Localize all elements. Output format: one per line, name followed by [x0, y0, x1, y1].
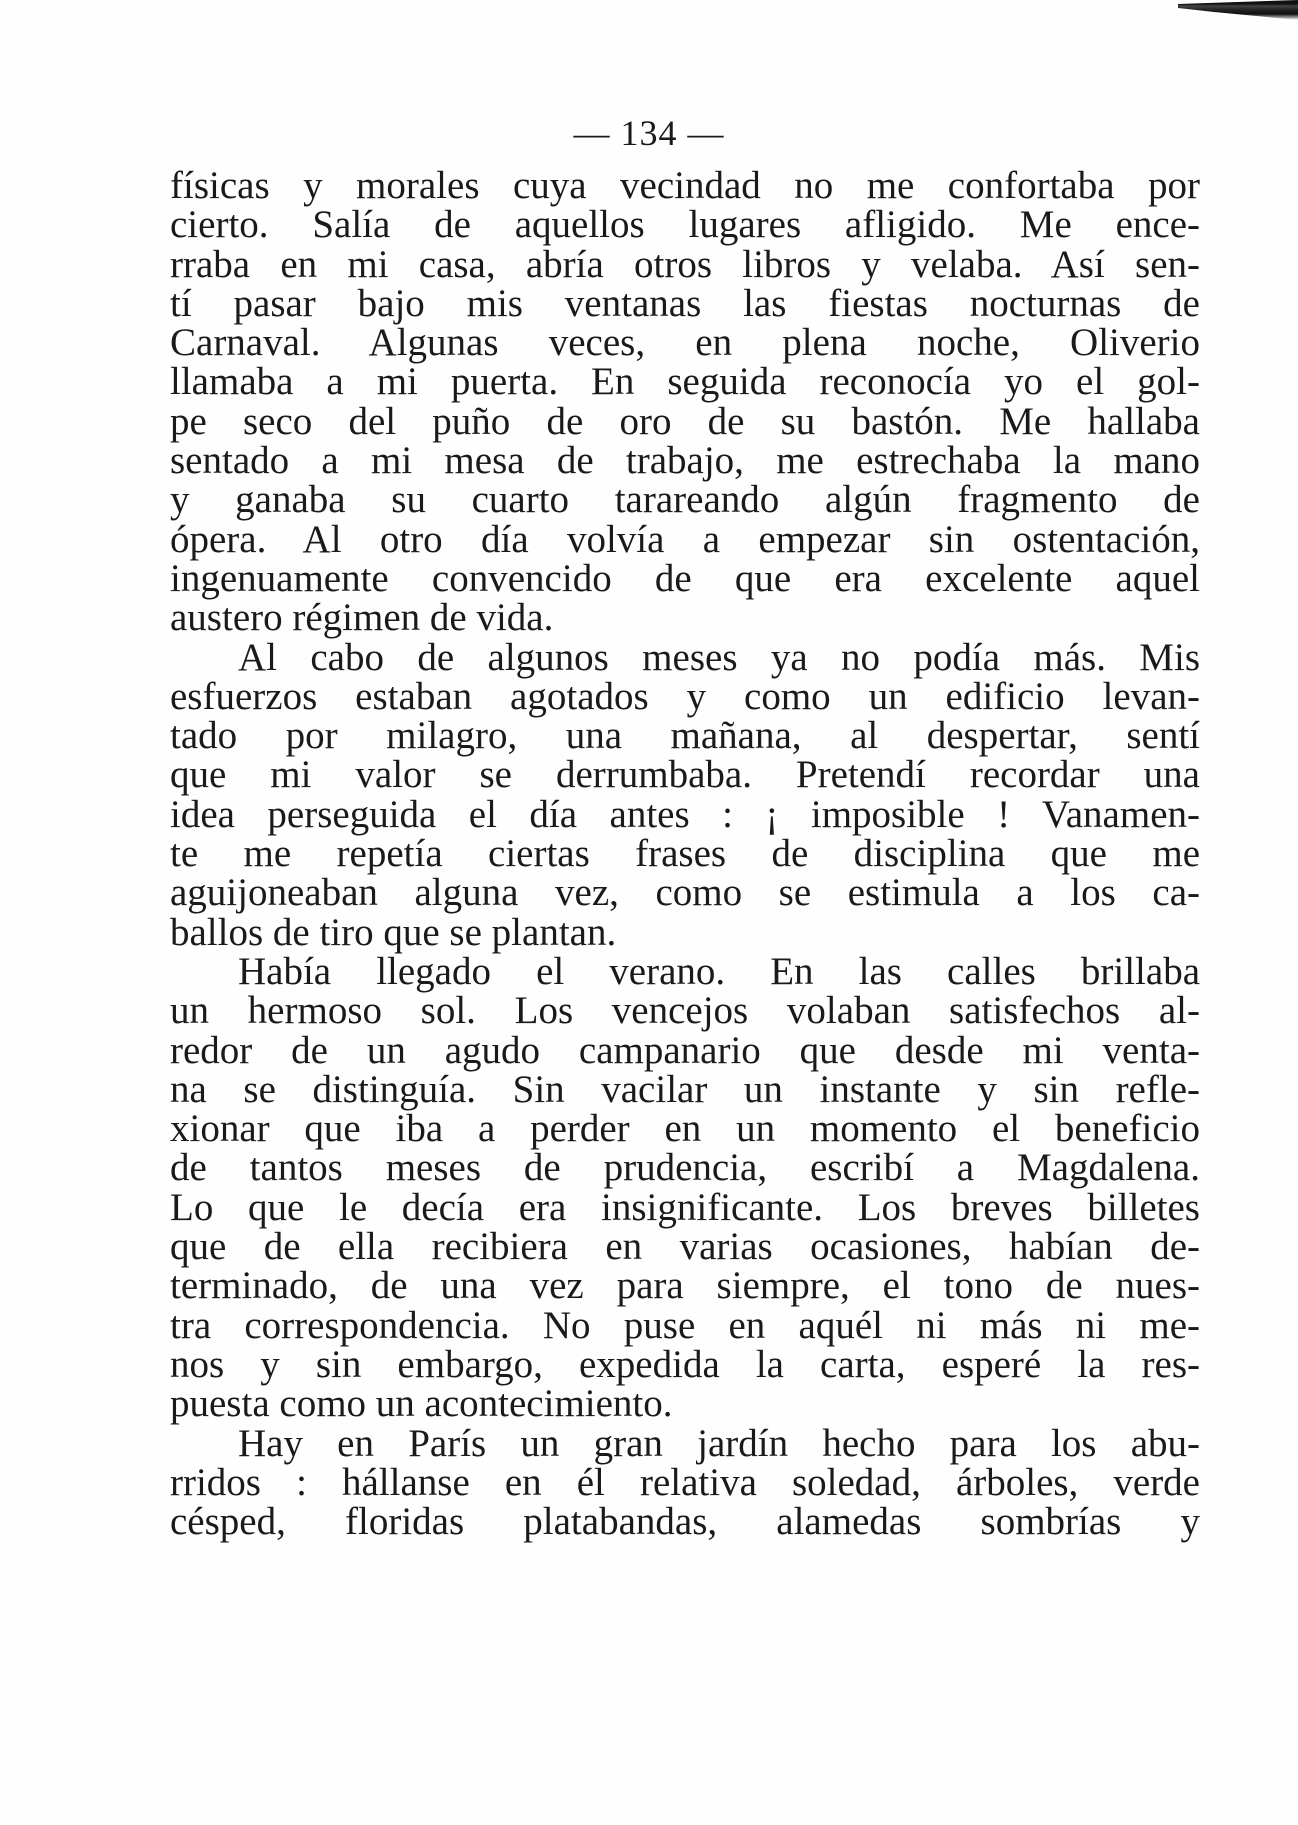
paragraph — [170, 635, 1200, 954]
text-line: cierto. Salía de aquellos lugares afligido. Me ence- — [170, 203, 1200, 247]
text-line: nos y sin embargo, expedida la carta, esperé la res- — [170, 1342, 1200, 1386]
scan-edge-mark — [1178, 0, 1298, 20]
text-line: tí pasar bajo mis ventanas las fiestas nocturnas de — [170, 281, 1200, 325]
text-line: que mi valor se derrumbaba. Pretendí recordar una — [170, 753, 1200, 797]
text-line: pe seco del puño de oro de su bastón. Me hallaba — [170, 399, 1200, 443]
paragraph — [170, 166, 1200, 638]
text-line: llamaba a mi puerta. En seguida reconocía yo el gol- — [170, 360, 1200, 404]
text-line: rridos : hállanse en él relativa soledad, árboles, verde — [170, 1460, 1200, 1504]
text-line: puesta como un acontecimiento. — [170, 1382, 673, 1426]
text-line: tra correspondencia. No puse en aquél ni más ni me- — [170, 1303, 1200, 1347]
text-line: césped, floridas platabandas, alamedas sombrías y — [170, 1500, 1200, 1544]
text-line: físicas y morales cuya vecindad no me confortaba por — [170, 164, 1200, 207]
text-line: redor de un agudo campanario que desde mi venta- — [170, 1028, 1200, 1072]
text-line: idea perseguida el día antes : ¡ imposible ! Vanamen- — [170, 792, 1200, 836]
text-line: Al cabo de algunos meses ya no podía más. Mis — [238, 635, 1200, 679]
text-line: y ganaba su cuarto tarareando algún fragmento de — [170, 478, 1200, 522]
text-line: un hermoso sol. Los vencejos volaban satisfechos al- — [170, 989, 1200, 1033]
page-number: — 134 — — [573, 113, 725, 153]
text-line: ingenuamente convencido de que era excelente aquel — [170, 556, 1200, 600]
text-line: Lo que le decía era insignificante. Los breves billetes — [170, 1185, 1200, 1229]
text-line: sentado a mi mesa de trabajo, me estrechaba la mano — [170, 439, 1200, 483]
text-line: Había llegado el verano. En las calles brillaba — [238, 949, 1200, 993]
text-line: Carnaval. Algunas veces, en plena noche, Oliverio — [170, 321, 1200, 365]
text-line: aguijoneaban alguna vez, como se estimula a los ca- — [170, 871, 1200, 915]
text-line: tado por milagro, una mañana, al despertar, sentí — [170, 714, 1200, 758]
text-line: na se distinguía. Sin vacilar un instante y sin refle- — [170, 1067, 1200, 1111]
text-line: ballos de tiro que se plantan. — [170, 910, 617, 954]
text-line: terminado, de una vez para siempre, el tono de nues- — [170, 1264, 1200, 1308]
text-line: que de ella recibiera en varias ocasiones, habían de- — [170, 1225, 1200, 1269]
text-line: de tantos meses de prudencia, escribí a Magdalena. — [170, 1146, 1200, 1190]
body-text — [170, 164, 1200, 1544]
paragraph — [170, 949, 1200, 1426]
text-line: esfuerzos estaban agotados y como un edificio levan- — [170, 674, 1200, 718]
text-line: te me repetía ciertas frases de disciplina que me — [170, 832, 1200, 876]
text-line: ópera. Al otro día volvía a empezar sin ostentación, — [170, 517, 1200, 561]
text-line: xionar que iba a perder en un momento el beneficio — [170, 1107, 1200, 1151]
paragraph — [170, 1421, 1200, 1544]
text-line: Hay en París un gran jardín hecho para los abu- — [238, 1421, 1200, 1465]
text-line: austero régimen de vida. — [170, 596, 554, 640]
text-line: rraba en mi casa, abría otros libros y velaba. Así sen- — [170, 242, 1200, 286]
